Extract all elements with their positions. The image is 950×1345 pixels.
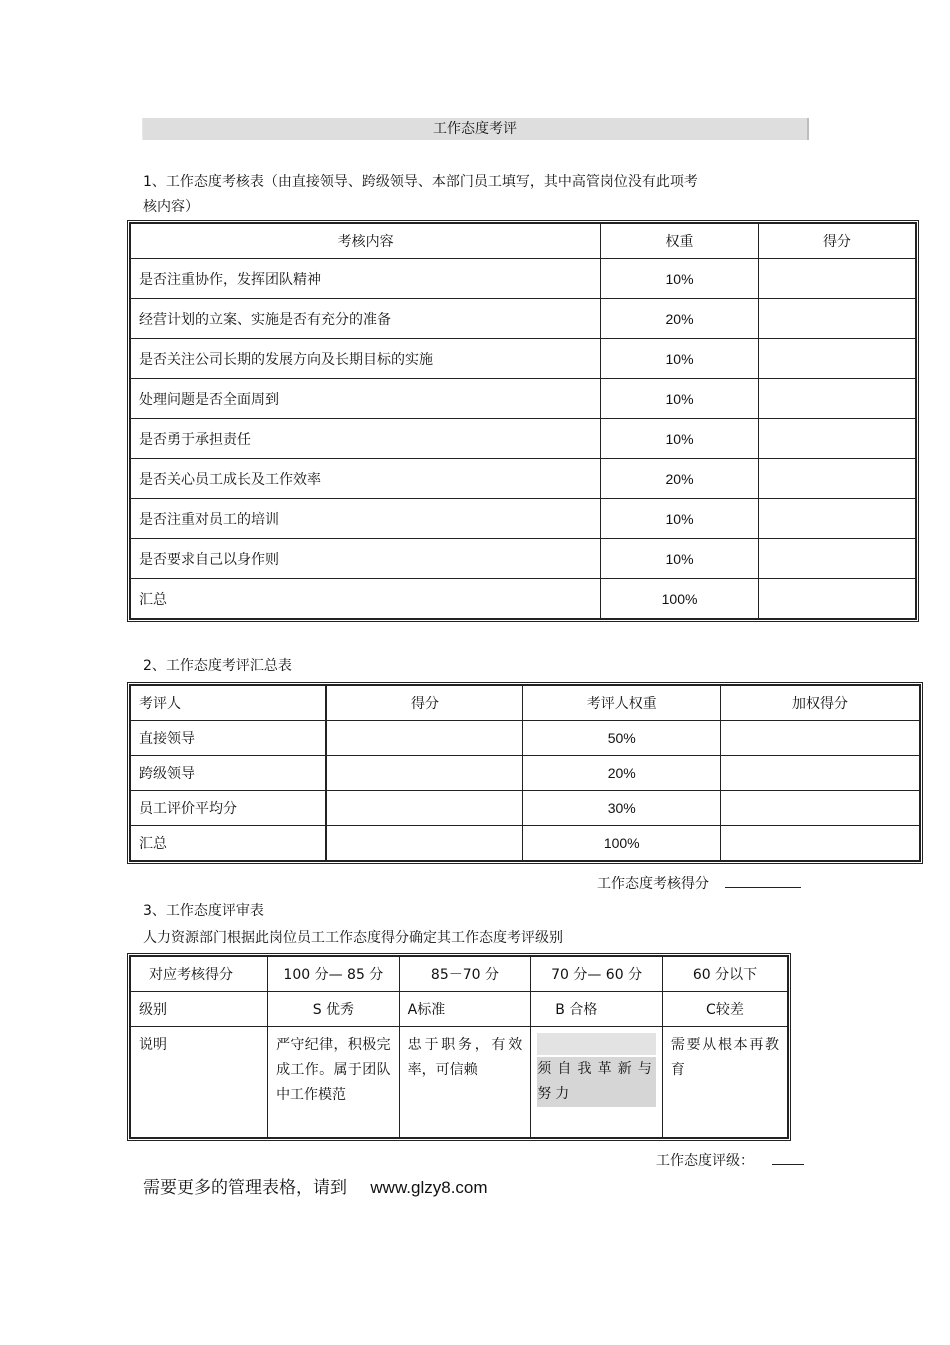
item-cell: 是否关心员工成长及工作效率 bbox=[130, 459, 601, 499]
table-row bbox=[130, 791, 920, 826]
score-cell[interactable] bbox=[758, 339, 916, 379]
rating-summary-table bbox=[129, 684, 921, 862]
table-row bbox=[130, 499, 916, 539]
score-cell[interactable] bbox=[326, 721, 522, 756]
footer-link[interactable]: www.glzy8.com bbox=[370, 1178, 488, 1197]
header-rater-weight: 考评人权重 bbox=[523, 685, 721, 721]
score-cell[interactable] bbox=[758, 579, 916, 620]
score-cell[interactable] bbox=[758, 299, 916, 339]
weight-cell: 10% bbox=[601, 379, 759, 419]
score-range-b: 70 分— 60 分 bbox=[531, 956, 663, 992]
attitude-rating bbox=[656, 1150, 804, 1170]
table-total-row bbox=[130, 826, 920, 862]
highlight-bar bbox=[537, 1033, 656, 1055]
table-header-row bbox=[130, 223, 916, 259]
rater-cell: 汇总 bbox=[130, 826, 326, 862]
footer-text: 需要更多的管理表格，请到 bbox=[143, 1178, 347, 1198]
rating-level-table bbox=[129, 955, 789, 1139]
level-c: C较差 bbox=[662, 992, 788, 1027]
weight-cell: 20% bbox=[601, 299, 759, 339]
weight-cell: 10% bbox=[601, 339, 759, 379]
weight-cell: 50% bbox=[523, 721, 721, 756]
weight-cell: 20% bbox=[523, 756, 721, 791]
item-cell: 是否关注公司长期的发展方向及长期目标的实施 bbox=[130, 339, 601, 379]
item-cell: 经营计划的立案、实施是否有充分的准备 bbox=[130, 299, 601, 339]
description-s: 严守纪律，积极完成工作。属于团队中工作模范 bbox=[268, 1027, 400, 1139]
description-row bbox=[130, 1027, 788, 1139]
section1-heading-line2: 核内容） bbox=[143, 199, 199, 215]
score-range-c: 60 分以下 bbox=[662, 956, 788, 992]
item-cell: 是否注重对员工的培训 bbox=[130, 499, 601, 539]
table-row bbox=[130, 299, 916, 339]
table-row bbox=[130, 379, 916, 419]
attitude-assessment-table bbox=[129, 222, 917, 620]
score-cell[interactable] bbox=[758, 539, 916, 579]
footer bbox=[143, 1176, 488, 1200]
score-range-label: 对应考核得分 bbox=[130, 956, 268, 992]
score-cell[interactable] bbox=[758, 259, 916, 299]
score-range-row bbox=[130, 956, 788, 992]
score-cell[interactable] bbox=[758, 419, 916, 459]
table-total-row bbox=[130, 579, 916, 620]
weight-cell: 100% bbox=[523, 826, 721, 862]
description-b: 须自我革新与努力 bbox=[537, 1057, 656, 1107]
page-title: 工作态度考评 bbox=[142, 118, 809, 140]
score-cell[interactable] bbox=[758, 459, 916, 499]
description-label: 说明 bbox=[130, 1027, 268, 1139]
level-a: A标准 bbox=[399, 992, 531, 1027]
header-rater: 考评人 bbox=[130, 685, 326, 721]
section3-subheading: 人力资源部门根据此岗位员工工作态度得分确定其工作态度考评级别 bbox=[143, 930, 563, 946]
item-cell: 处理问题是否全面周到 bbox=[130, 379, 601, 419]
description-c: 需要从根本再教育 bbox=[662, 1027, 788, 1139]
description-b-cell bbox=[531, 1027, 663, 1139]
header-item: 考核内容 bbox=[130, 223, 601, 259]
score-cell[interactable] bbox=[326, 791, 522, 826]
score-range-s: 100 分— 85 分 bbox=[268, 956, 400, 992]
score-cell[interactable] bbox=[326, 826, 522, 862]
rater-cell: 直接领导 bbox=[130, 721, 326, 756]
weight-cell: 10% bbox=[601, 499, 759, 539]
item-cell: 是否要求自己以身作则 bbox=[130, 539, 601, 579]
rater-cell: 员工评价平均分 bbox=[130, 791, 326, 826]
header-weighted-score: 加权得分 bbox=[721, 685, 920, 721]
weight-cell: 100% bbox=[601, 579, 759, 620]
total-score-label: 工作态度考核得分 bbox=[597, 876, 709, 892]
weight-cell: 30% bbox=[523, 791, 721, 826]
table-row bbox=[130, 339, 916, 379]
header-score: 得分 bbox=[758, 223, 916, 259]
score-cell[interactable] bbox=[326, 756, 522, 791]
score-cell[interactable] bbox=[758, 499, 916, 539]
level-b: B 合格 bbox=[531, 992, 663, 1027]
table-row bbox=[130, 459, 916, 499]
item-cell: 是否注重协作，发挥团队精神 bbox=[130, 259, 601, 299]
header-score: 得分 bbox=[326, 685, 522, 721]
level-row bbox=[130, 992, 788, 1027]
table-row bbox=[130, 539, 916, 579]
weighted-cell[interactable] bbox=[721, 756, 920, 791]
level-label: 级别 bbox=[130, 992, 268, 1027]
weight-cell: 10% bbox=[601, 259, 759, 299]
weighted-cell[interactable] bbox=[721, 721, 920, 756]
item-cell: 汇总 bbox=[130, 579, 601, 620]
weighted-cell[interactable] bbox=[721, 791, 920, 826]
score-cell[interactable] bbox=[758, 379, 916, 419]
table-row bbox=[130, 259, 916, 299]
rating-blank[interactable] bbox=[772, 1150, 804, 1165]
level-s: S 优秀 bbox=[268, 992, 400, 1027]
total-score-blank[interactable] bbox=[725, 873, 801, 888]
rating-label: 工作态度评级： bbox=[656, 1153, 754, 1169]
weight-cell: 10% bbox=[601, 419, 759, 459]
item-cell: 是否勇于承担责任 bbox=[130, 419, 601, 459]
section2-heading: 2、工作态度考评汇总表 bbox=[143, 658, 292, 674]
weighted-cell[interactable] bbox=[721, 826, 920, 862]
weight-cell: 10% bbox=[601, 539, 759, 579]
header-weight: 权重 bbox=[601, 223, 759, 259]
score-range-a: 85－70 分 bbox=[399, 956, 531, 992]
weight-cell: 20% bbox=[601, 459, 759, 499]
table-row bbox=[130, 721, 920, 756]
table-row bbox=[130, 419, 916, 459]
rater-cell: 跨级领导 bbox=[130, 756, 326, 791]
section3-heading: 3、工作态度评审表 bbox=[143, 903, 264, 919]
table-row bbox=[130, 756, 920, 791]
section1-heading-line1: 1、工作态度考核表（由直接领导、跨级领导、本部门员工填写，其中高管岗位没有此项考 bbox=[143, 174, 698, 190]
attitude-total-score bbox=[597, 873, 801, 893]
table-header-row bbox=[130, 685, 920, 721]
description-a: 忠于职务，有效率，可信赖 bbox=[399, 1027, 531, 1139]
